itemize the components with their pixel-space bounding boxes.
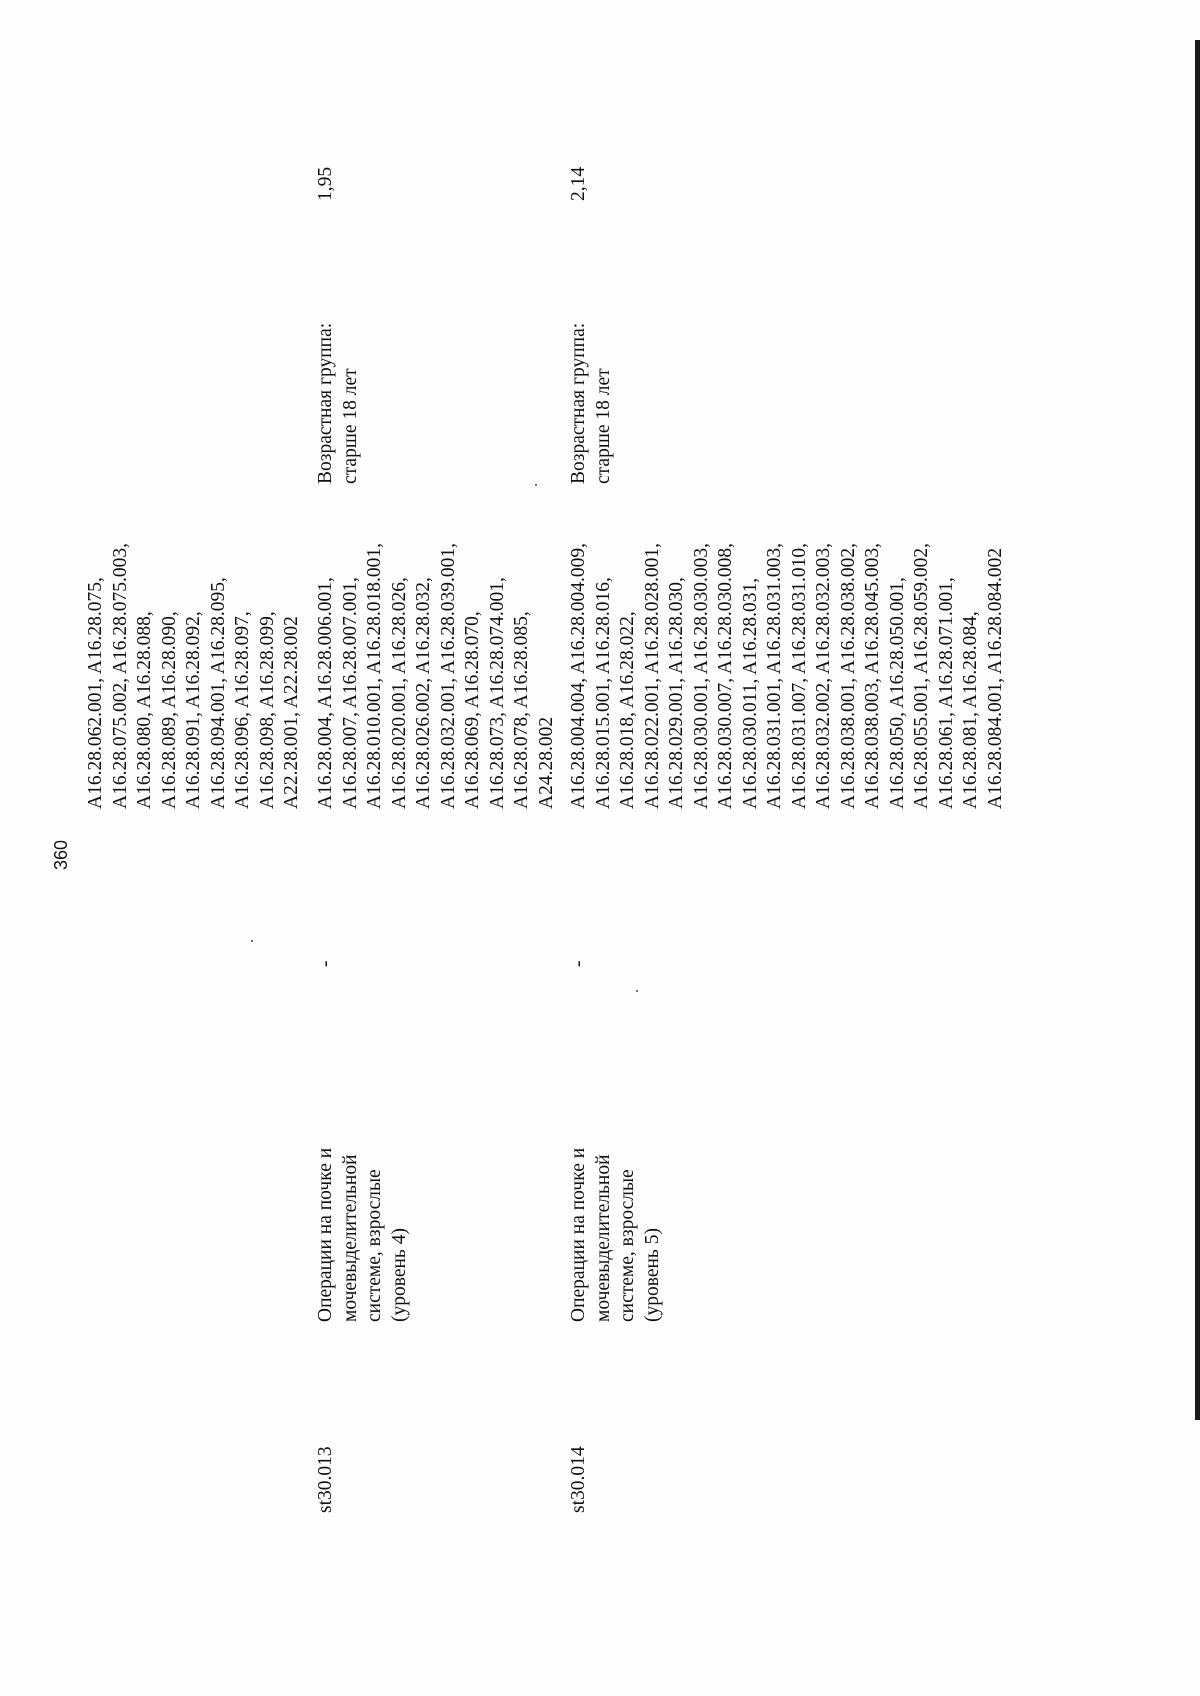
service-line: A16.28.032.002, A16.28.032.003, <box>813 543 834 809</box>
service-line: A16.28.007, A16.28.007.001, <box>339 577 361 809</box>
service-line: A16.28.018, A16.28.022, <box>617 611 638 809</box>
service-line: A16.28.094.001, A16.28.095, <box>207 577 229 809</box>
service-line: A16.28.096, A16.28.097, <box>232 611 253 809</box>
service-line: A16.28.081, A16.28.084, <box>960 611 981 809</box>
criteria-line: старше 18 лет <box>339 368 361 484</box>
name-line: Операции на почке и <box>315 1147 336 1322</box>
row-coefficient: 1,95 <box>315 166 336 201</box>
name-line: Операции на почке и <box>568 1147 589 1322</box>
service-line: A16.28.098, A16.28.099, <box>256 611 278 809</box>
service-line: A16.28.080, A16.28.088, <box>134 611 155 809</box>
service-line: A16.28.038.003, A16.28.045.003, <box>862 543 883 809</box>
service-line: A16.28.029.001, A16.28.030, <box>666 577 687 809</box>
row-dash: - <box>568 960 589 967</box>
service-line: A16.28.031.007, A16.28.031.010, <box>788 543 810 809</box>
service-line: A16.28.078, A16.28.085, <box>511 611 532 809</box>
service-line: A16.28.089, A16.28.090, <box>158 611 180 809</box>
page-number: 360 <box>51 839 71 870</box>
service-line: A16.28.026.002, A16.28.032, <box>413 577 434 809</box>
name-line: (уровень 5) <box>641 1228 663 1322</box>
name-line: системе, взрослые <box>364 1169 385 1322</box>
service-line: A16.28.091, A16.28.092, <box>183 611 204 809</box>
criteria-line: Возрастная группа: <box>568 322 589 484</box>
row-services <box>567 543 1008 809</box>
name-line: системе, взрослые <box>617 1169 638 1322</box>
name-line: (уровень 4) <box>388 1228 410 1322</box>
service-line: A16.28.010.001, A16.28.018.001, <box>364 543 385 809</box>
row-criteria <box>314 323 363 484</box>
row-name <box>567 1148 665 1322</box>
service-line: A16.28.031.001, A16.28.031.003, <box>764 543 785 809</box>
service-line: A16.28.015.001, A16.28.016, <box>592 577 614 809</box>
service-line: A16.28.022.001, A16.28.028.001, <box>641 543 663 809</box>
criteria-line: старше 18 лет <box>592 368 614 484</box>
service-line: A16.28.084.001, A16.28.084.002 <box>984 547 1006 809</box>
service-line: A16.28.030.011, A16.28.031, <box>739 577 761 809</box>
row-name <box>314 1148 412 1322</box>
row-code: st30.013 <box>315 1446 336 1513</box>
name-line: мочевыделительной <box>592 1154 614 1322</box>
continuation-services <box>84 543 305 809</box>
row-services <box>314 543 559 809</box>
service-line: A16.28.062.001, A16.28.075, <box>85 577 106 809</box>
criteria-line: Возрастная группа: <box>315 322 336 484</box>
row-dash: - <box>315 960 336 967</box>
row-coefficient: 2,14 <box>568 166 589 201</box>
service-line: A16.28.004.004, A16.28.004.009, <box>568 543 589 809</box>
service-line: A16.28.032.001, A16.28.039.001, <box>437 543 459 809</box>
service-line: A16.28.055.001, A16.28.059.002, <box>911 543 932 809</box>
service-line: A22.28.001, A22.28.002 <box>281 616 302 809</box>
row-code: st30.014 <box>568 1446 589 1513</box>
service-line: A16.28.050, A16.28.050.001, <box>886 577 908 809</box>
service-line: A16.28.038.001, A16.28.038.002, <box>837 543 859 809</box>
service-line: A16.28.030.001, A16.28.030.003, <box>690 543 712 809</box>
row-criteria <box>567 323 616 484</box>
service-line: A16.28.061, A16.28.071.001, <box>935 577 957 809</box>
service-line: A16.28.030.007, A16.28.030.008, <box>715 543 736 809</box>
service-line: A16.28.069, A16.28.070, <box>462 611 483 809</box>
service-line: A24.28.002 <box>535 716 557 809</box>
service-line: A16.28.004, A16.28.006.001, <box>315 577 336 809</box>
service-line: A16.28.075.002, A16.28.075.003, <box>109 543 131 809</box>
service-line: A16.28.020.001, A16.28.026, <box>388 577 410 809</box>
name-line: мочевыделительной <box>339 1154 361 1322</box>
service-line: A16.28.073, A16.28.074.001, <box>486 577 508 809</box>
